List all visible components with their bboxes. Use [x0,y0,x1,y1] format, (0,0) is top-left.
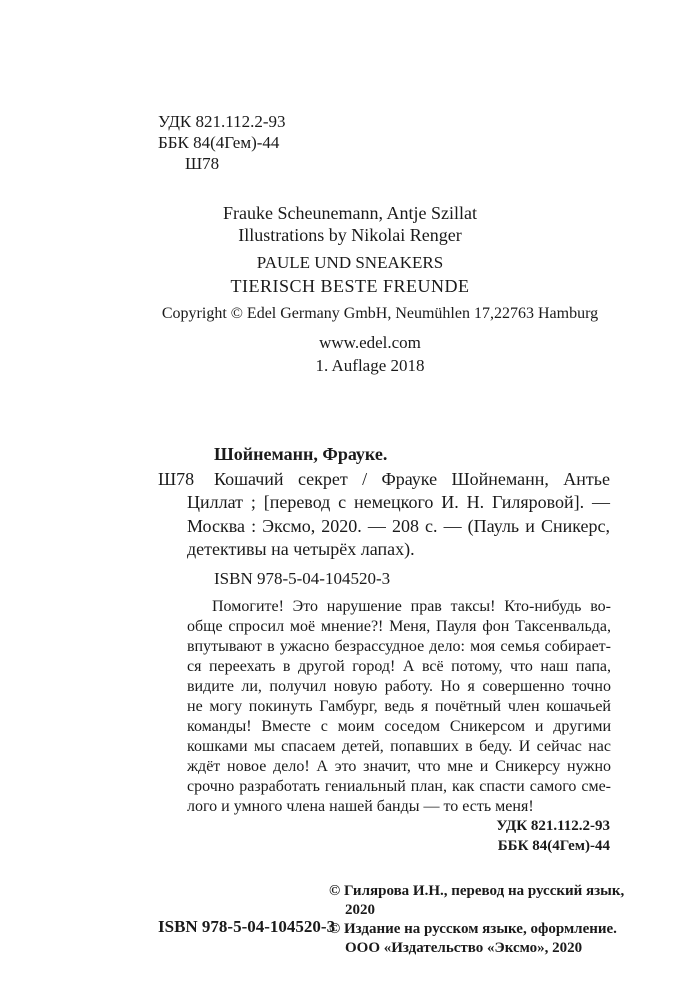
original-series: PAULE UND SNEAKERS [256,253,444,272]
annotation-line: ся переехать в другой город! А всё потому, что наш папа, [187,658,611,675]
original-edition: 1. Auflage 2018 [315,356,425,375]
rights-design: © Издание на русском языке, оформление. [329,921,617,937]
original-title: TIERISCH BESTE FREUNDE [230,276,470,296]
catalog-line: детективы на четырёх лапах). [187,539,415,559]
annotation-last-line: лого и умного члена нашей банды — то есть меня! [187,798,534,815]
annotation-line: команды! Вместе с моим соседом Сникерсом и другими [187,718,611,735]
annotation-line: видите ли, получил новую работу. Но я совершенно точно [187,678,611,695]
annotation-line: обще спросил моё мнение?! Меня, Пауля фон Таксенвальда, [187,618,611,635]
udk-code: УДК 821.112.2-93 [158,112,286,131]
annotation-line: впутывают в ужасно безрассудное дело: моя семья собирает- [187,638,611,655]
annotation-line: срочно разработать гениальный план, как спасти самого сме- [187,778,611,795]
catalog-isbn: ISBN 978-5-04-104520-3 [214,569,391,588]
annotation-line: кошками мы спасаем детей, попавших в беду. И сейчас нас [187,738,611,755]
catalog-line: Кошачий секрет / Фрауке Шойнеманн, Антье [214,469,610,489]
annotation-line: не могу покинуть Гамбург, ведь я почётный член кошачьей [187,698,611,715]
original-website: www.edel.com [319,333,421,352]
original-illustrations: Illustrations by Nikolai Renger [238,225,462,245]
author-sign-code: Ш78 [185,154,220,173]
annotation-line: ждёт новое дело! А это значит, что мне и Сникерсу нужно [187,758,611,775]
annotation-bbk: ББК 84(4Гем)-44 [497,838,610,854]
catalog-line: Циллат ; [перевод с немецкого И. Н. Гиляровой]. — [187,492,610,512]
original-authors: Frauke Scheunemann, Antje Szillat [223,203,477,223]
annotation-udk: УДК 821.112.2-93 [496,818,610,834]
bbk-code: ББК 84(4Гем)-44 [158,133,280,152]
original-copyright: Copyright © Edel Germany GmbH, Neumühlen 17,22763 Hamburg [161,305,599,322]
rights-publisher: ООО «Издательство «Эксмо», 2020 [345,940,583,956]
catalog-line: Москва : Эксмо, 2020. — 208 с. — (Пауль и Сникерс, [187,516,610,536]
catalog-code: Ш78 [158,469,195,489]
rights-translation-year: 2020 [345,902,375,918]
annotation-line: Помогите! Это нарушение прав таксы! Кто-нибудь во- [212,598,611,615]
footer-isbn: ISBN 978-5-04-104520-3 [158,917,336,936]
rights-translation: © Гилярова И.Н., перевод на русский язык, [329,883,625,899]
catalog-author-heading: Шойнеманн, Фрауке. [214,444,388,464]
